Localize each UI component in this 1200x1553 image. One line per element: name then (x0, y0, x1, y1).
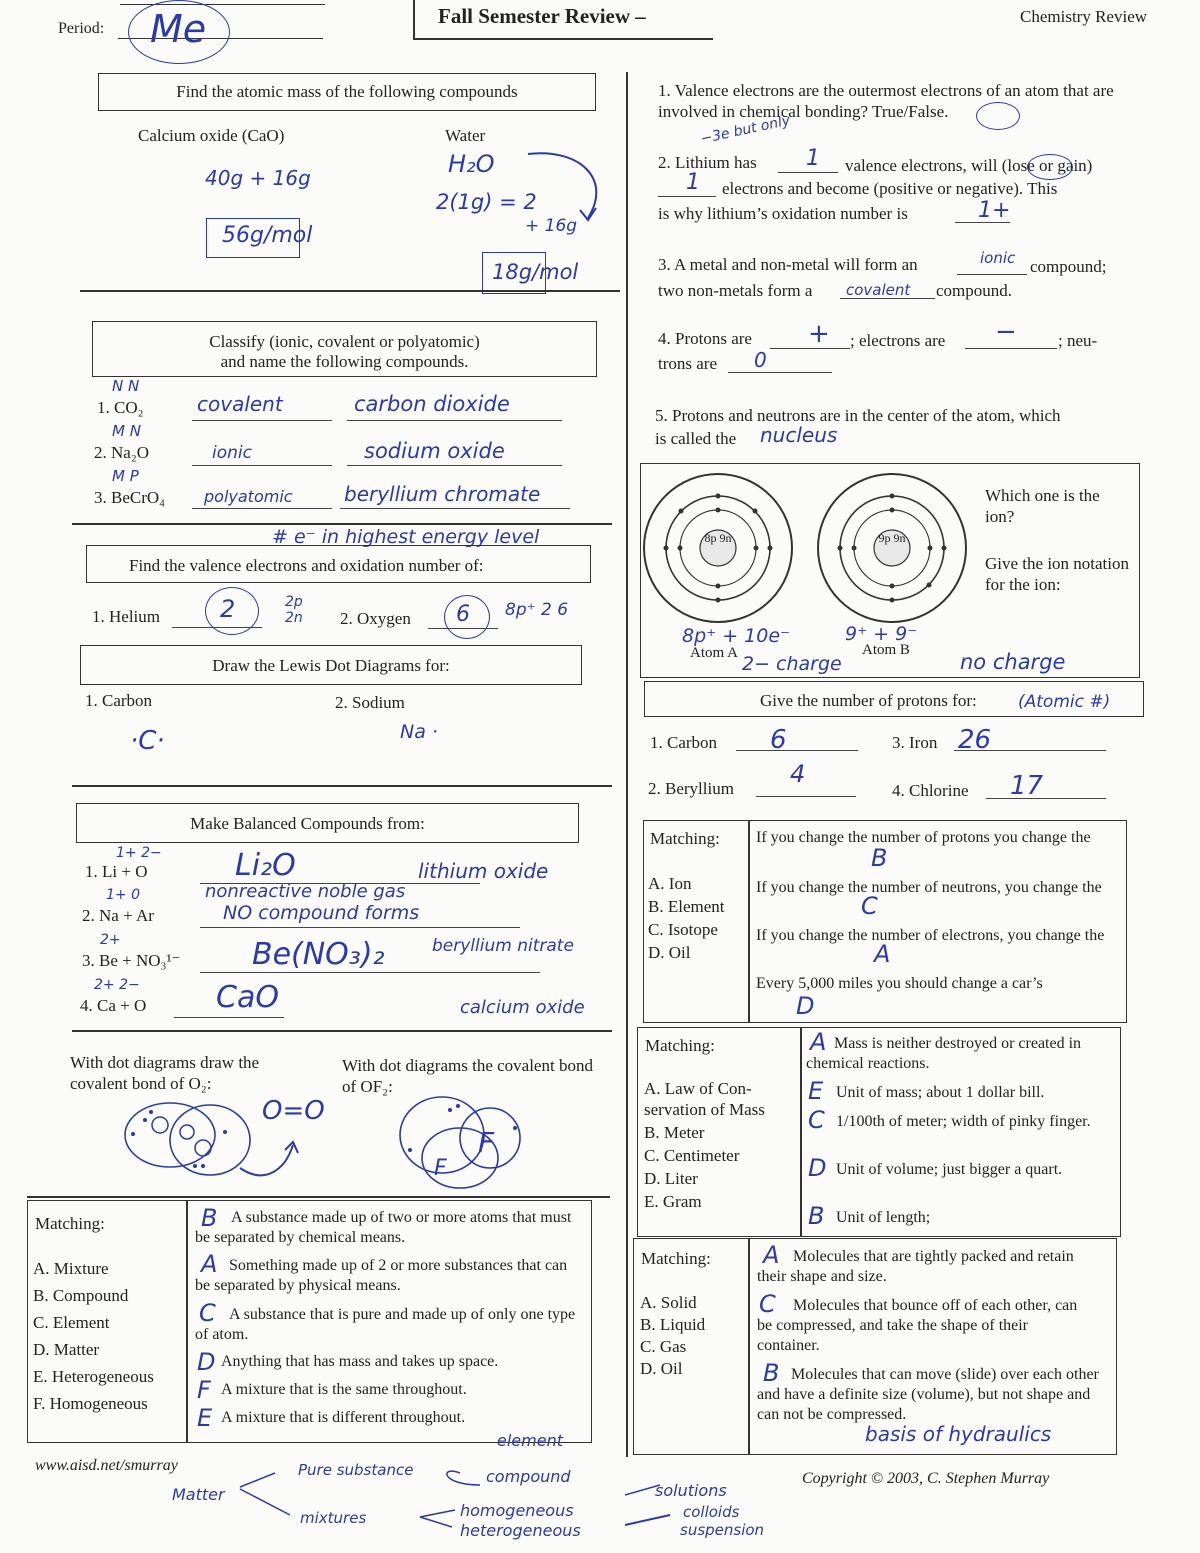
matching3-heading: Matching: (645, 1036, 715, 1055)
matching2-answer: B (871, 844, 888, 872)
matching3-item (806, 1106, 1111, 1134)
classify-type: polyatomic (204, 487, 293, 506)
protons-label: 3. Iron (892, 733, 938, 752)
subject-label: Chemistry Review (1020, 7, 1148, 26)
valence-heading-box (86, 545, 591, 583)
matching1-item (195, 1404, 585, 1432)
matching1-text: Anything that has mass and takes up space. (221, 1353, 499, 1370)
true-circle (976, 102, 1020, 130)
water-answer: 18g/mol (492, 260, 579, 284)
matching4-item (757, 1290, 1092, 1356)
matching2-text: If you change the number of neutrons, you change the (756, 879, 1102, 896)
balanced-row (80, 934, 620, 980)
svg-text:F: F (434, 1156, 447, 1181)
q4-c: ; neu- (1058, 331, 1098, 350)
q4-d: trons are (658, 354, 718, 373)
balanced-charges: 1+ 2− (116, 845, 162, 861)
matching2-answer: A (874, 940, 891, 968)
balanced-label: 2. Na + Ar (82, 906, 154, 925)
protons-item (892, 725, 1112, 760)
matching1-item (195, 1348, 585, 1376)
matching4-answer: A (763, 1241, 780, 1269)
page-title: Fall Semester Review – (438, 4, 646, 28)
matching4-answer: C (759, 1290, 776, 1318)
balanced-row (78, 977, 618, 1023)
q2-ans1: 1 (806, 146, 820, 171)
q3-ans1: ionic (980, 249, 1016, 267)
matching4-item (757, 1359, 1102, 1425)
matching2-text: Every 5,000 miles you should change a car’s (756, 975, 1043, 992)
atom-a-diagram (640, 468, 800, 628)
classify-name: sodium oxide (364, 439, 505, 463)
period-label: Period: (58, 20, 105, 37)
cao-answer: 56g/mol (222, 223, 313, 248)
of2-prompt: With dot diagrams the covalent bond of OF₂: (342, 1056, 593, 1096)
q4-ans2: − (995, 317, 1017, 347)
matching1-option: B. Compound (33, 1286, 129, 1305)
note-compound: compound (486, 1467, 571, 1486)
protons-answer: 6 (770, 725, 787, 755)
cao-work: 40g + 16g (205, 166, 311, 190)
divider (72, 523, 612, 525)
protons-label: 2. Beryllium (648, 779, 734, 798)
balanced-name: beryllium nitrate (432, 936, 574, 956)
balanced-heading: Make Balanced Compounds from: (190, 814, 425, 833)
classify-label: 1. CO₂ (97, 398, 144, 417)
q2-ans2: 1 (686, 170, 700, 195)
helium-note: 2p 2n (285, 594, 303, 626)
balanced-formula: Be(NO₃)₂ (252, 937, 385, 972)
balanced-charges: 1+ 0 (106, 887, 140, 903)
q4-a: 4. Protons are (658, 329, 752, 348)
atom-b-diagram (812, 468, 972, 628)
protons-label: 1. Carbon (650, 733, 718, 752)
matching3-answer: E (808, 1077, 824, 1105)
classify-row (92, 377, 612, 424)
q3-ans2: covalent (846, 281, 911, 299)
matching2-option: B. Element (648, 897, 725, 916)
matching3-option: A. Law of Con-servation of Mass (644, 1079, 765, 1119)
balanced-name: NO compound forms (223, 902, 420, 924)
balanced-formula: CaO (216, 980, 279, 1015)
matching2-text: If you change the number of protons you change the (756, 829, 1091, 846)
note-element: element (497, 1431, 563, 1450)
footer-copyright: Copyright © 2003, C. Stephen Murray (802, 1470, 1050, 1487)
q2-a: 2. Lithium has (658, 153, 757, 172)
oxygen-note: 8p⁺ 2 6 (505, 600, 569, 620)
divider (80, 290, 620, 292)
classify-note: N N (112, 377, 140, 395)
matching1-text: Something made up of 2 or more substances that can be separated by physical means. (195, 1257, 568, 1294)
lewis-carbon-label: 1. Carbon (85, 691, 153, 710)
matching4-item (757, 1241, 1107, 1287)
atom-b-work: 9⁺ + 9⁻ (845, 623, 918, 645)
balanced-charges: 2+ 2− (94, 977, 140, 993)
matching1-item (195, 1376, 585, 1404)
matching1-option: E. Heterogeneous (33, 1367, 154, 1386)
of2-drawing (390, 1090, 550, 1200)
balanced-label: 3. Be + NO₃¹⁻ (82, 951, 181, 970)
water-formula: H₂O (448, 150, 495, 178)
matching1-item (195, 1299, 585, 1345)
matching3-item (806, 1077, 1111, 1105)
q5-b: is called the (655, 429, 737, 448)
atomic-mass-heading-box (98, 73, 596, 111)
balanced-formula: nonreactive noble gas (205, 881, 406, 902)
classify-row (92, 467, 612, 514)
divider (72, 1030, 612, 1032)
helium-label: 1. Helium (92, 607, 160, 626)
atom-a-nucleus: 8p 9n (704, 531, 732, 545)
classify-note: M N (112, 422, 141, 440)
lewis-heading-box (80, 645, 582, 685)
note-homogeneous: homogeneous (460, 1501, 574, 1520)
note-solutions: solutions (655, 1481, 727, 1500)
matching3-option: E. Gram (644, 1192, 702, 1211)
matching4-answer: B (763, 1359, 780, 1387)
q2-c: electrons and become (positive or negative). This (722, 179, 1058, 198)
matching1-answer: D (197, 1348, 216, 1376)
matching1-answer: B (201, 1204, 218, 1232)
classify-label: 3. BeCrO₄ (94, 488, 166, 507)
matching1-text: A mixture that is different throughout. (221, 1409, 466, 1426)
matching1-option: C. Element (33, 1313, 110, 1332)
matching4-heading: Matching: (641, 1249, 711, 1268)
oxygen-answer: 6 (456, 602, 470, 627)
matching1-item (195, 1250, 585, 1296)
classify-name: beryllium chromate (344, 482, 541, 506)
matching2-option: D. Oil (648, 943, 691, 962)
column-divider (626, 72, 628, 1457)
balanced-label: 4. Ca + O (80, 996, 147, 1015)
matching2-answer: D (796, 992, 815, 1020)
q3-c: two non-metals form a (658, 281, 813, 300)
atom-a-label: Atom A (690, 645, 738, 661)
matching1-options (33, 1258, 183, 1420)
lewis-sodium-label: 2. Sodium (335, 693, 405, 712)
q1-text: 1. Valence electrons are the outermost electrons of an atom that are involved in chemical bonding? True/False. (658, 81, 1114, 121)
water-work-2: + 16g (525, 216, 578, 236)
classify-heading-2: and name the following compounds. (220, 352, 469, 371)
water-arrow-icon (518, 148, 608, 238)
matching3-text: 1/100th of meter; width of pinky finger. (836, 1113, 1091, 1130)
protons-label: 4. Chlorine (892, 781, 969, 800)
q2-d: is why lithium’s oxidation number is (658, 204, 908, 223)
matching1-heading: Matching: (35, 1214, 105, 1233)
matching2-item (756, 878, 1116, 920)
oxygen-label: 2. Oxygen (340, 609, 411, 628)
matching3-text: Mass is neither destroyed or created in chemical reactions. (806, 1035, 1082, 1072)
note-mixtures: mixtures (300, 1509, 367, 1527)
matching3-text: Unit of length; (836, 1209, 931, 1226)
matching1-answer: A (201, 1250, 218, 1278)
protons-heading: Give the number of protons for: (760, 691, 977, 710)
divider (27, 1196, 610, 1198)
matching3-answer: C (808, 1106, 825, 1134)
matching3-text: Unit of volume; just bigger a quart. (836, 1161, 1063, 1178)
svg-text:F: F (478, 1126, 495, 1159)
classify-type: ionic (212, 443, 252, 463)
matching2-options (648, 873, 748, 965)
water-label: Water (445, 126, 486, 145)
balanced-label: 1. Li + O (85, 862, 148, 881)
matching2-item (756, 974, 1116, 1020)
protons-item (650, 725, 870, 760)
note-pure: Pure substance (298, 1461, 414, 1479)
note-heterogeneous: heterogeneous (460, 1521, 581, 1540)
matching4-option: D. Oil (640, 1359, 683, 1378)
lewis-sodium-answer: Na · (400, 721, 438, 743)
atom-question-which: Which one is the ion? (985, 486, 1100, 526)
balanced-charges: 2+ (100, 932, 121, 948)
classify-name: carbon dioxide (354, 392, 510, 416)
matching2-heading: Matching: (650, 829, 720, 848)
atom-a-result: 2− charge (742, 653, 842, 675)
balanced-name: calcium oxide (460, 997, 585, 1018)
matching4-option: C. Gas (640, 1337, 687, 1356)
note-colloids: colloids (683, 1503, 740, 1521)
matching2-item (756, 828, 1116, 872)
matching2-text: If you change the number of electrons, you change the (756, 927, 1105, 944)
q4-b: ; electrons are (850, 331, 946, 350)
protons-heading-note: (Atomic #) (1018, 692, 1111, 712)
matching3-option: B. Meter (644, 1123, 705, 1142)
matching4-options (640, 1292, 740, 1380)
matching3-answer: B (808, 1202, 825, 1230)
balanced-formula: Li₂O (235, 848, 296, 883)
classify-heading-1: Classify (ionic, covalent or polyatomic) (209, 332, 480, 351)
q2-b: valence electrons, will (lose or gain) (845, 156, 1093, 175)
atomic-mass-heading: Find the atomic mass of the following compounds (176, 82, 518, 101)
classify-row (92, 422, 612, 469)
footer-url: www.aisd.net/smurray (35, 1457, 178, 1474)
protons-item (892, 771, 1112, 808)
matching4-option: A. Solid (640, 1293, 697, 1312)
matching1-answer: F (197, 1376, 211, 1404)
matching3-options (644, 1078, 794, 1212)
matching1-answer: E (197, 1404, 213, 1432)
divider (72, 785, 612, 787)
matching4-text: Molecules that can move (slide) over each other and have a definite size (volume), but not shape and can not be compressed. (757, 1366, 1099, 1423)
q5-ans: nucleus (760, 423, 838, 447)
matching3-answer: A (810, 1028, 827, 1056)
balanced-row (80, 881, 620, 935)
o2-answer: O=O (262, 1096, 325, 1126)
q2-ans3: 1+ (978, 198, 1011, 223)
q3-d: compound. (936, 281, 1013, 300)
q5-a: 5. Protons and neutrons are in the center of the atom, which (655, 406, 1061, 425)
matching3-text: Unit of mass; about 1 dollar bill. (836, 1084, 1045, 1101)
matching1-text: A substance made up of two or more atoms that must be separated by chemical means. (195, 1209, 572, 1246)
matching2-option: C. Isotope (648, 920, 718, 939)
protons-answer: 26 (958, 725, 992, 755)
lewis-carbon-answer: ·C· (130, 726, 165, 756)
note-suspension: suspension (680, 1521, 765, 1539)
cao-label: Calcium oxide (CaO) (138, 126, 285, 145)
q2-note: −3e but only (699, 112, 792, 148)
o2-prompt: With dot diagrams draw the covalent bond of O₂: (70, 1053, 260, 1093)
matching1-option: D. Matter (33, 1340, 100, 1359)
matching3-option: C. Centimeter (644, 1146, 740, 1165)
matching3-item (806, 1202, 1111, 1230)
water-work-1: 2(1g) = 2 (436, 190, 537, 214)
lose-circle (1027, 154, 1073, 180)
valence-note: # e⁻ in highest energy level (272, 526, 540, 548)
atom-b-nucleus: 9p 9n (878, 531, 906, 545)
concept-map-arrows (230, 1455, 750, 1545)
classify-note: M P (112, 467, 139, 485)
matching1-option: F. Homogeneous (33, 1394, 148, 1413)
classify-label: 2. Na₂O (94, 443, 150, 462)
helium-answer: 2 (220, 595, 236, 623)
valence-heading: Find the valence electrons and oxidation number of: (129, 556, 484, 575)
q3-a: 3. A metal and non-metal will form an (658, 255, 918, 274)
matching2-answer: C (861, 892, 878, 920)
protons-item (648, 760, 868, 806)
atom-b-label: Atom B (862, 642, 910, 658)
matching4-note: basis of hydraulics (865, 1422, 1052, 1446)
note-matter: Matter (172, 1485, 225, 1504)
q4-ans3: 0 (754, 348, 767, 372)
matching1-answer: C (199, 1299, 216, 1327)
matching1-item (195, 1204, 585, 1248)
matching4-text: Molecules that bounce off of each other, can be compressed, and take the shape of their container. (757, 1297, 1078, 1354)
matching4-option: B. Liquid (640, 1315, 706, 1334)
matching4-text: Molecules that are tightly packed and retain their shape and size. (757, 1248, 1074, 1285)
protons-answer: 17 (1010, 771, 1044, 801)
matching3-option: D. Liter (644, 1169, 698, 1188)
period-answer: Me (150, 7, 207, 51)
classify-type: covalent (197, 392, 283, 416)
atom-b-result: no charge (960, 650, 1066, 674)
header (0, 0, 1200, 60)
matching3-item (806, 1154, 1111, 1182)
atom-a-work: 8p⁺ + 10e⁻ (682, 625, 791, 647)
matching3-answer: D (808, 1154, 827, 1182)
matching1-text: A substance that is pure and made up of only one type of atom. (195, 1306, 576, 1343)
matching2-option: A. Ion (648, 874, 692, 893)
balanced-heading-box (76, 803, 579, 843)
period-circle (128, 0, 230, 64)
matching1-option: A. Mixture (33, 1259, 109, 1278)
balanced-name: lithium oxide (418, 859, 549, 883)
lewis-heading: Draw the Lewis Dot Diagrams for: (212, 656, 450, 675)
matching2-item (756, 926, 1116, 968)
matching1-text: A mixture that is the same throughout. (221, 1381, 467, 1398)
classify-heading-box (92, 321, 597, 377)
atom-question-notation: Give the ion notation for the ion: (985, 554, 1130, 594)
matching3-item (806, 1028, 1111, 1074)
q3-b: compound; (1030, 257, 1107, 276)
protons-answer: 4 (790, 760, 806, 788)
q4-ans1: + (808, 319, 830, 349)
